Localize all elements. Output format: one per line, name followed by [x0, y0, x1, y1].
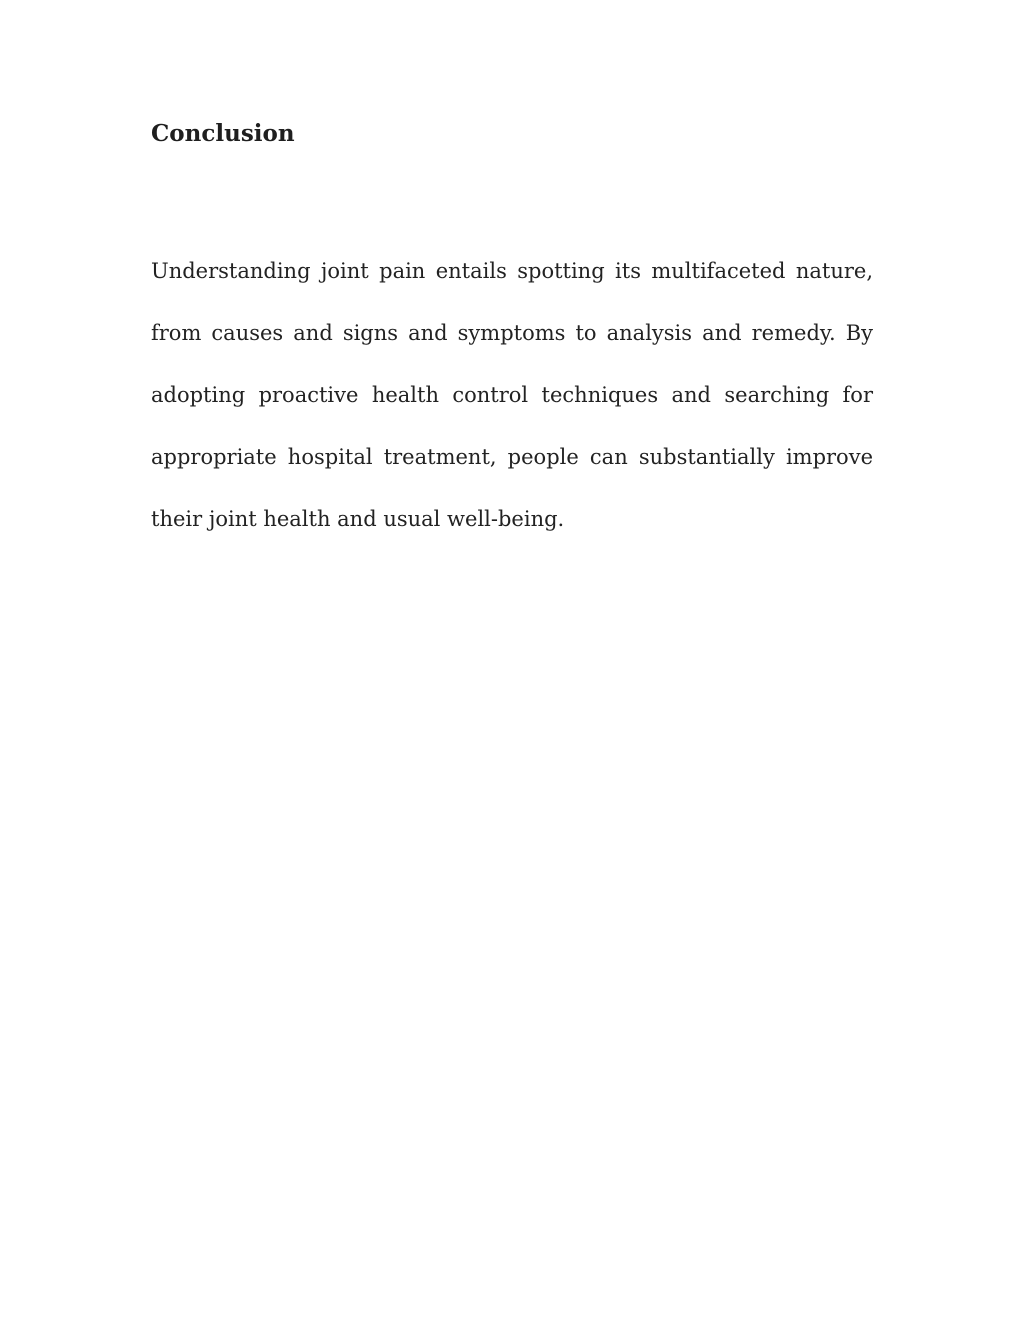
paragraph-line: appropriate hospital treatment, people can substantially improve — [151, 445, 873, 469]
paragraph-line: adopting proactive health control techniques and searching for — [151, 383, 873, 407]
paragraph-line: from causes and signs and symptoms to analysis and remedy. By — [151, 321, 873, 345]
conclusion-paragraph — [151, 252, 873, 562]
paragraph-line: their joint health and usual well-being. — [151, 507, 565, 531]
paragraph-line: Understanding joint pain entails spotting its multifaceted nature, — [151, 259, 873, 283]
section-heading: Conclusion — [151, 120, 295, 147]
